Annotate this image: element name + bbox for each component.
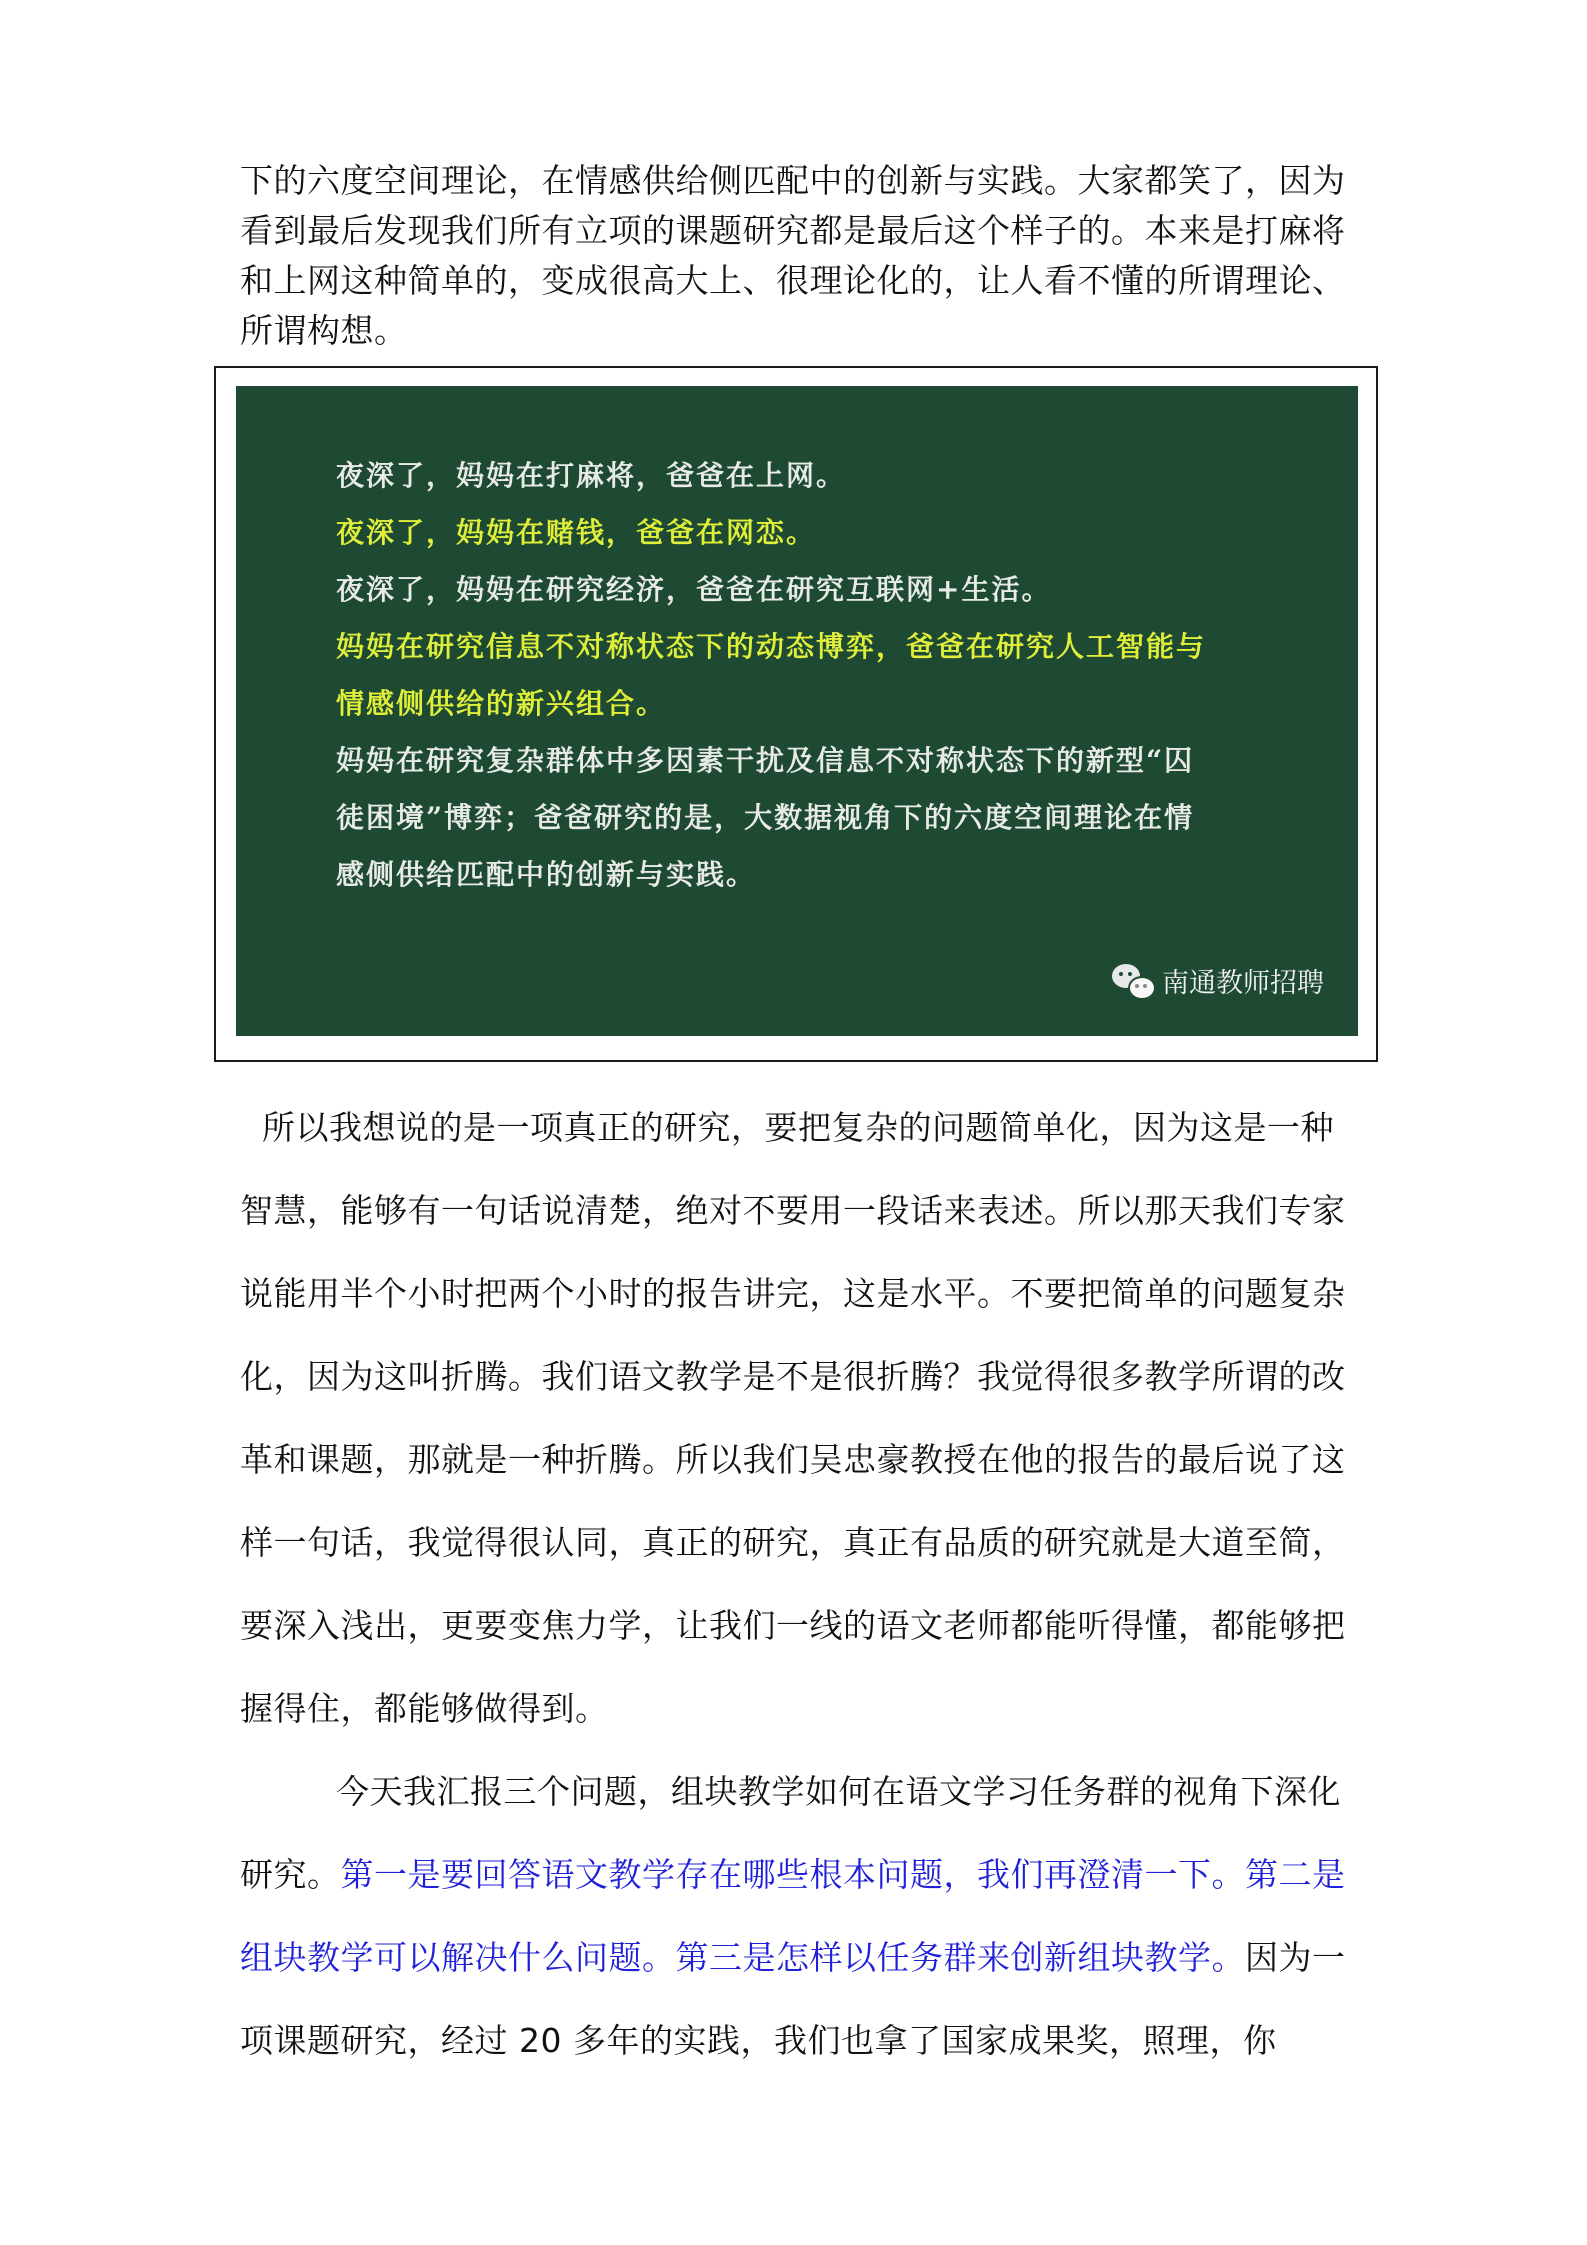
paragraph-3-part-1: 今天我汇报三个问题，组块教学如何在语文学习任务群的视角下深化研究。 — [240, 1772, 1341, 1894]
paragraph-3-highlight: 第一是要回答语文教学存在哪些根本问题，我们再澄清一下。第二是组块教学可以解决什么问题。第三是怎样以任务群来创新组块教学。 — [240, 1855, 1346, 1977]
board-line-7: 徒困境”博弈；爸爸研究的是，大数据视角下的六度空间理论在情 — [336, 801, 1195, 834]
board-line-3: 夜深了，妈妈在研究经济，爸爸在研究互联网+生活。 — [336, 573, 1052, 606]
watermark — [1112, 961, 1324, 1000]
wechat-icon — [1112, 962, 1156, 1000]
paragraph-3 — [240, 1750, 1360, 2082]
intro-paragraph-block — [240, 156, 1360, 356]
board-line-6: 妈妈在研究复杂群体中多因素干扰及信息不对称状态下的新型“囚 — [336, 744, 1195, 777]
board-line-8: 感侧供给匹配中的创新与实践。 — [336, 858, 757, 891]
chalkboard-image — [236, 386, 1358, 1036]
paragraph-3-part-2: 因为一项课题研究，经过 20 多年的实践，我们也拿了国家成果奖，照理，你 — [240, 1938, 1346, 2060]
paragraph-2: 所以我想说的是一项真正的研究，要把复杂的问题简单化，因为这是一种智慧，能够有一句话说清楚，绝对不要用一段话来表述。所以那天我们专家说能用半个小时把两个小时的报告讲完，这是水平。不要把简单的问题复杂化，因为这叫折腾。我们语文教学是不是很折腾？我觉得很多教学所谓的改革和课题，那就是一种折腾。所以我们吴忠豪教授在他的报告的最后说了这样一句话，我觉得很认同，真正的研究，真正有品质的研究就是大道至简，要深入浅出，更要变焦力学，让我们一线的语文老师都能听得懂，都能够把握得住，都能够做得到。 — [240, 1108, 1346, 1728]
board-line-1: 夜深了，妈妈在打麻将，爸爸在上网。 — [336, 459, 847, 492]
board-line-5: 情感侧供给的新兴组合。 — [336, 687, 667, 720]
watermark-text: 南通教师招聘 — [1162, 968, 1324, 999]
board-line-2: 夜深了，妈妈在赌钱，爸爸在网恋。 — [336, 516, 817, 549]
body-text — [240, 1086, 1360, 2082]
figure-frame — [214, 366, 1378, 1062]
board-line-4: 妈妈在研究信息不对称状态下的动态博弈，爸爸在研究人工智能与 — [336, 630, 1207, 663]
intro-paragraph: 下的六度空间理论，在情感供给侧匹配中的创新与实践。大家都笑了，因为看到最后发现我们所有立项的课题研究都是最后这个样子的。本来是打麻将和上网这种简单的，变成很高大上、很理论化的，让人看不懂的所谓理论、所谓构想。 — [240, 161, 1346, 350]
